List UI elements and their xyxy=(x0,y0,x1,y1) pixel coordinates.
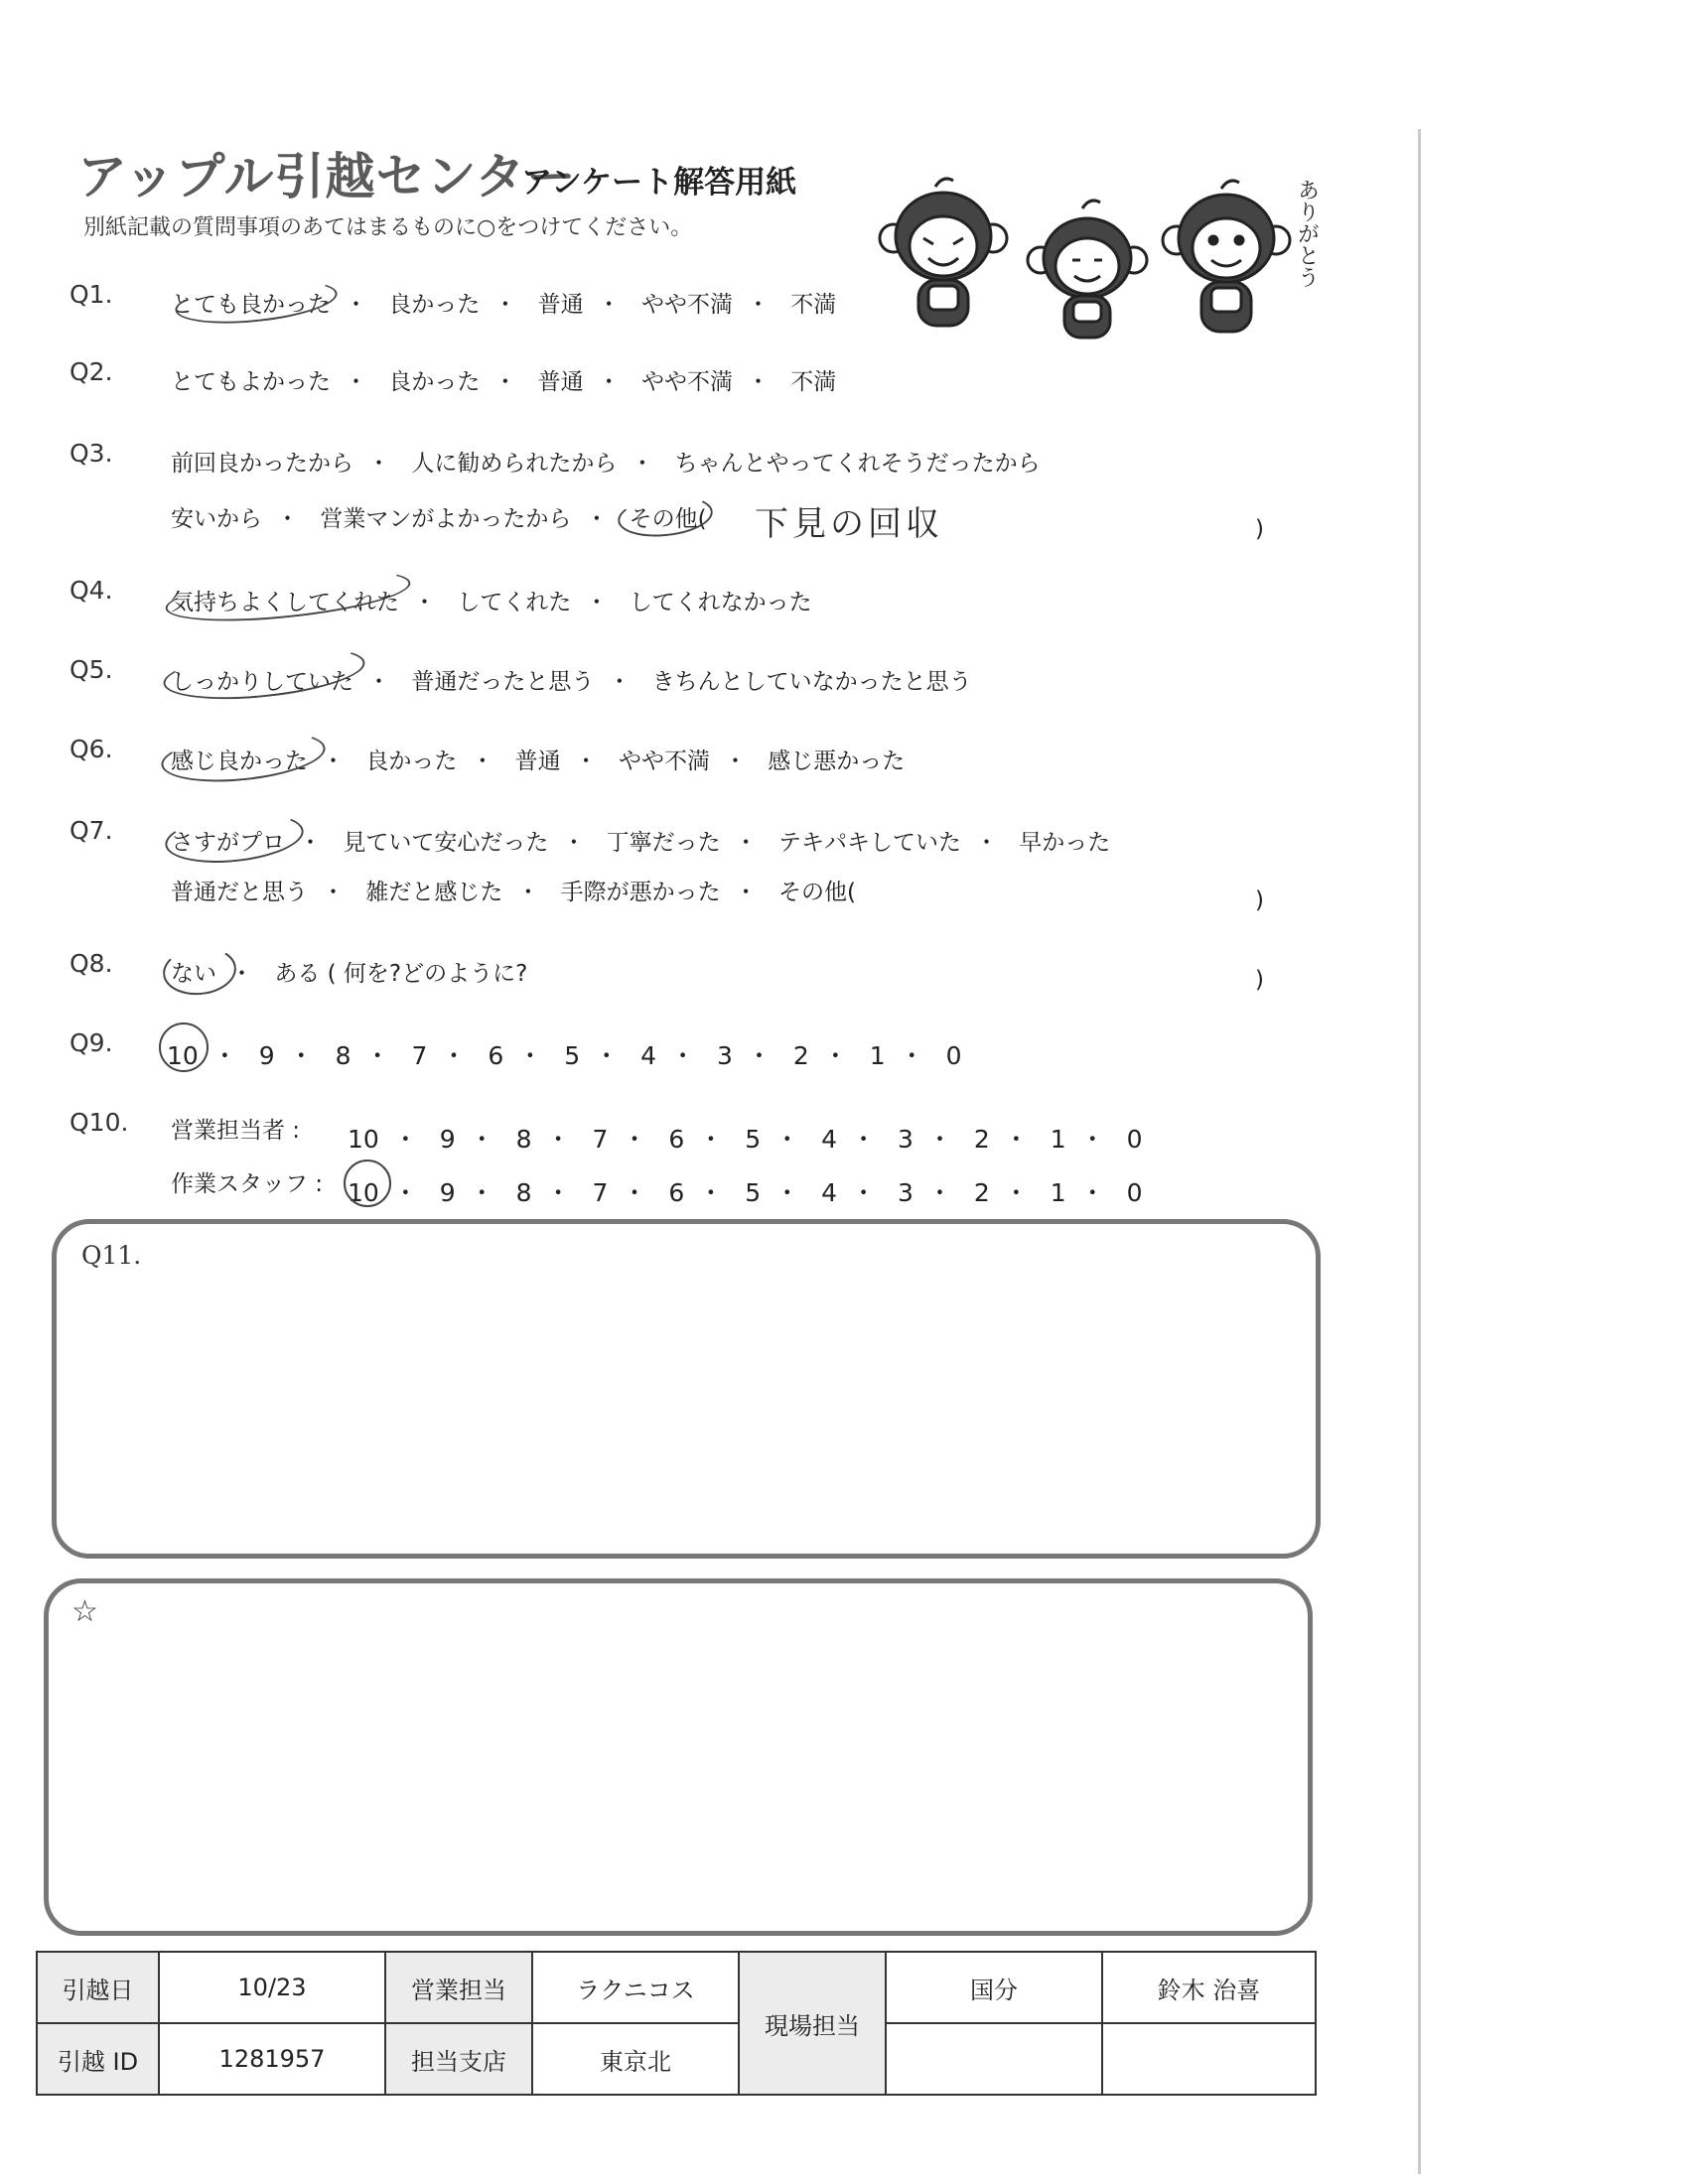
q6-option[interactable]: 感じ悪かった xyxy=(768,749,906,774)
q7-option[interactable]: さすがプロ xyxy=(171,830,285,856)
q10-staff-option[interactable]: 10 xyxy=(348,1178,379,1207)
q8-close-paren: ) xyxy=(1255,967,1264,993)
mascot-thanks-text: ありがとう xyxy=(1294,179,1320,288)
q10-sales-option[interactable]: 7 xyxy=(592,1125,609,1154)
q7-selection-circle xyxy=(163,807,306,869)
q9-option[interactable]: 0 xyxy=(945,1041,962,1070)
q10-staff-option[interactable]: 0 xyxy=(1126,1178,1143,1207)
q3-close-paren: ) xyxy=(1255,516,1264,542)
q6-option[interactable]: 普通 xyxy=(514,749,561,774)
q5-option[interactable]: 普通だったと思う xyxy=(411,669,595,695)
q10-sales-option[interactable]: 5 xyxy=(745,1125,762,1154)
q11-comment-box[interactable] xyxy=(52,1219,1321,1559)
site-value-2[interactable]: 鈴木 治喜 xyxy=(1102,1952,1316,2023)
q9-option[interactable]: 8 xyxy=(335,1041,352,1070)
q1-option[interactable]: やや不満 xyxy=(640,292,733,318)
q10-staff-option[interactable]: 7 xyxy=(592,1178,609,1207)
q6-option[interactable]: 良かった xyxy=(365,749,458,774)
q3-selection-circle xyxy=(616,491,715,541)
q7-option-other[interactable]: その他( xyxy=(777,880,856,905)
q7-option[interactable]: 見ていて安心だった xyxy=(343,830,549,856)
q5-option[interactable]: しっかりしていた xyxy=(171,669,353,695)
q1-option[interactable]: 普通 xyxy=(537,292,584,318)
q10-sales-option[interactable]: 6 xyxy=(668,1125,685,1154)
q7-options-line2: 普通だと思う ・ 雑だと感じた ・ 手際が悪かった ・ その他( xyxy=(171,874,856,906)
site-empty-cell-1[interactable] xyxy=(886,2023,1102,2095)
q10-staff-selection-circle xyxy=(344,1160,391,1207)
q3-option[interactable]: ちゃんとやってくれそうだったから xyxy=(674,451,1041,477)
q10-staff-option[interactable]: 6 xyxy=(668,1178,685,1207)
q10-sales-scale: 10 ・ 9 ・ 8 ・ 7 ・ 6 ・ 5 ・ 4 ・ 3 ・ 2 ・ 1 ・ 0 xyxy=(348,1125,1143,1154)
q7-option[interactable]: 早かった xyxy=(1019,830,1111,856)
q8-label: Q8. xyxy=(70,949,113,978)
mascot-illustration xyxy=(874,169,1331,347)
q7-option[interactable]: テキパキしていた xyxy=(777,830,961,856)
q9-option[interactable]: 3 xyxy=(717,1041,733,1070)
q8-options: ない ・ ある ( 何を?どのように? xyxy=(171,955,527,988)
sales-label: 営業担当 xyxy=(385,1952,532,2023)
q5-option[interactable]: きちんとしていなかったと思う xyxy=(651,669,972,695)
site-label: 現場担当 xyxy=(739,1952,886,2095)
q10-staff-option[interactable]: 9 xyxy=(439,1178,456,1207)
page-edge-shadow xyxy=(1418,129,1421,2174)
q4-option[interactable]: してくれた xyxy=(457,590,572,615)
q1-label: Q1. xyxy=(70,280,113,309)
q9-option[interactable]: 7 xyxy=(411,1041,428,1070)
branch-value[interactable]: 東京北 xyxy=(532,2023,739,2095)
q9-option[interactable]: 4 xyxy=(640,1041,657,1070)
q10-staff-option[interactable]: 5 xyxy=(745,1178,762,1207)
q6-selection-circle xyxy=(159,724,328,788)
q10-sales-option[interactable]: 3 xyxy=(898,1125,914,1154)
move-date-label: 引越日 xyxy=(37,1952,159,2023)
q3-option-other[interactable]: その他( xyxy=(629,506,707,532)
q7-close-paren: ) xyxy=(1255,887,1264,913)
branch-label: 担当支店 xyxy=(385,2023,532,2095)
q2-option[interactable]: 普通 xyxy=(537,369,584,395)
q10-sales-option[interactable]: 9 xyxy=(439,1125,456,1154)
q3-option[interactable]: 人に勧められたから xyxy=(411,451,618,477)
q6-label: Q6. xyxy=(70,735,113,763)
q5-selection-circle xyxy=(161,638,367,707)
star-box-label: ☆ xyxy=(71,1594,98,1629)
info-table xyxy=(36,1951,1317,2096)
move-id-value[interactable]: 1281957 xyxy=(159,2023,385,2095)
q8-selection-circle xyxy=(161,943,239,998)
q2-option[interactable]: 良かった xyxy=(388,369,481,395)
q1-option[interactable]: 不満 xyxy=(790,292,837,318)
q3-other-handwriting: 下見の回収 xyxy=(755,504,943,544)
q3-option[interactable]: 営業マンがよかったから xyxy=(320,506,572,532)
q1-option[interactable]: とても良かった xyxy=(171,292,331,318)
q10-sales-option[interactable]: 4 xyxy=(821,1125,838,1154)
q2-option[interactable]: 不満 xyxy=(790,369,837,395)
q2-option[interactable]: やや不満 xyxy=(640,369,733,395)
q2-label: Q2. xyxy=(70,357,113,386)
sales-value[interactable]: ラクニコス xyxy=(532,1952,739,2023)
q10-staff-option[interactable]: 4 xyxy=(821,1178,838,1207)
q6-option[interactable]: やや不満 xyxy=(618,749,710,774)
q3-options-line1: 前回良かったから ・ 人に勧められたから ・ ちゃんとやってくれそうだったから xyxy=(171,445,1041,478)
q1-option[interactable]: 良かった xyxy=(388,292,481,318)
q10-staff-option[interactable]: 1 xyxy=(1050,1178,1066,1207)
q5-label: Q5. xyxy=(70,655,113,684)
q10-staff-option[interactable]: 3 xyxy=(898,1178,914,1207)
q9-option[interactable]: 6 xyxy=(488,1041,504,1070)
site-value-1[interactable]: 国分 xyxy=(886,1952,1102,2023)
q9-option[interactable]: 10 xyxy=(167,1041,199,1070)
q10-staff-label: 作業スタッフ : xyxy=(171,1171,324,1197)
form-subtitle: アンケート解答用紙 xyxy=(521,165,797,201)
q3-option[interactable]: 前回良かったから xyxy=(171,451,353,477)
q9-option[interactable]: 2 xyxy=(792,1041,809,1070)
company-title: アップル引越センター xyxy=(77,148,577,205)
move-id-label: 引越 ID xyxy=(37,2023,159,2095)
q10-sales-option[interactable]: 0 xyxy=(1126,1125,1143,1154)
q4-label: Q4. xyxy=(70,576,113,605)
q7-option[interactable]: 丁寧だった xyxy=(606,830,721,856)
q3-label: Q3. xyxy=(70,439,113,468)
form-instructions: 別紙記載の質問事項のあてはまるものに○をつけてください。 xyxy=(83,215,693,240)
q9-selection-circle xyxy=(159,1023,209,1072)
q10-sales-label: 営業担当者 : xyxy=(171,1118,301,1144)
q11-box-label: Q11. xyxy=(81,1241,142,1270)
q4-options: 気持ちよくしてくれた ・ してくれた ・ してくれなかった xyxy=(171,584,812,616)
q3-options-line2: 安いから ・ 営業マンがよかったから ・ その他( xyxy=(171,500,707,533)
q10-sales-option[interactable]: 1 xyxy=(1050,1125,1066,1154)
q4-selection-circle xyxy=(163,561,412,630)
q1-selection-circle xyxy=(173,274,339,331)
q10-label: Q10. xyxy=(70,1108,129,1137)
q7-option[interactable]: 普通だと思う xyxy=(171,880,308,905)
q9-label: Q9. xyxy=(70,1028,113,1057)
site-empty-cell-2[interactable] xyxy=(1102,2023,1316,2095)
q10-sales-option[interactable]: 2 xyxy=(973,1125,990,1154)
q7-options-line1: さすがプロ ・ 見ていて安心だった ・ 丁寧だった ・ テキパキしていた ・ 早かった xyxy=(171,824,1110,857)
q8-option[interactable]: ある ( 何を?どのように? xyxy=(274,961,528,987)
q2-option[interactable]: とてもよかった xyxy=(171,369,331,395)
q6-option[interactable]: 感じ良かった xyxy=(171,749,308,774)
q1-options: とても良かった ・ 良かった ・ 普通 ・ やや不満 ・ 不満 xyxy=(171,286,836,319)
q7-option[interactable]: 手際が悪かった xyxy=(560,880,721,905)
q4-option[interactable]: 気持ちよくしてくれた xyxy=(171,590,399,615)
q8-option[interactable]: ない xyxy=(171,961,216,987)
q10-staff-option[interactable]: 2 xyxy=(973,1178,990,1207)
q7-option[interactable]: 雑だと感じた xyxy=(365,880,503,905)
q10-staff-option[interactable]: 8 xyxy=(515,1178,532,1207)
star-comment-box[interactable] xyxy=(44,1578,1313,1936)
q9-option[interactable]: 5 xyxy=(564,1041,581,1070)
q9-option[interactable]: 9 xyxy=(258,1041,275,1070)
q4-option[interactable]: してくれなかった xyxy=(629,590,812,615)
q3-option[interactable]: 安いから xyxy=(171,506,262,532)
q9-option[interactable]: 1 xyxy=(869,1041,886,1070)
q10-staff-scale: 10 ・ 9 ・ 8 ・ 7 ・ 6 ・ 5 ・ 4 ・ 3 ・ 2 ・ 1 ・ 0 xyxy=(348,1178,1143,1207)
q10-sales-option[interactable]: 8 xyxy=(515,1125,532,1154)
q2-options: とてもよかった ・ 良かった ・ 普通 ・ やや不満 ・ 不満 xyxy=(171,363,836,396)
q6-options: 感じ良かった ・ 良かった ・ 普通 ・ やや不満 ・ 感じ悪かった xyxy=(171,743,905,775)
q9-scale: 10 ・ 9 ・ 8 ・ 7 ・ 6 ・ 5 ・ 4 ・ 3 ・ 2 ・ 1 ・ 0 xyxy=(167,1041,962,1070)
move-date-value[interactable]: 10/23 xyxy=(159,1952,385,2023)
q7-label: Q7. xyxy=(70,816,113,845)
q10-sales-option[interactable]: 10 xyxy=(348,1125,379,1154)
q5-options: しっかりしていた ・ 普通だったと思う ・ きちんとしていなかったと思う xyxy=(171,663,972,696)
